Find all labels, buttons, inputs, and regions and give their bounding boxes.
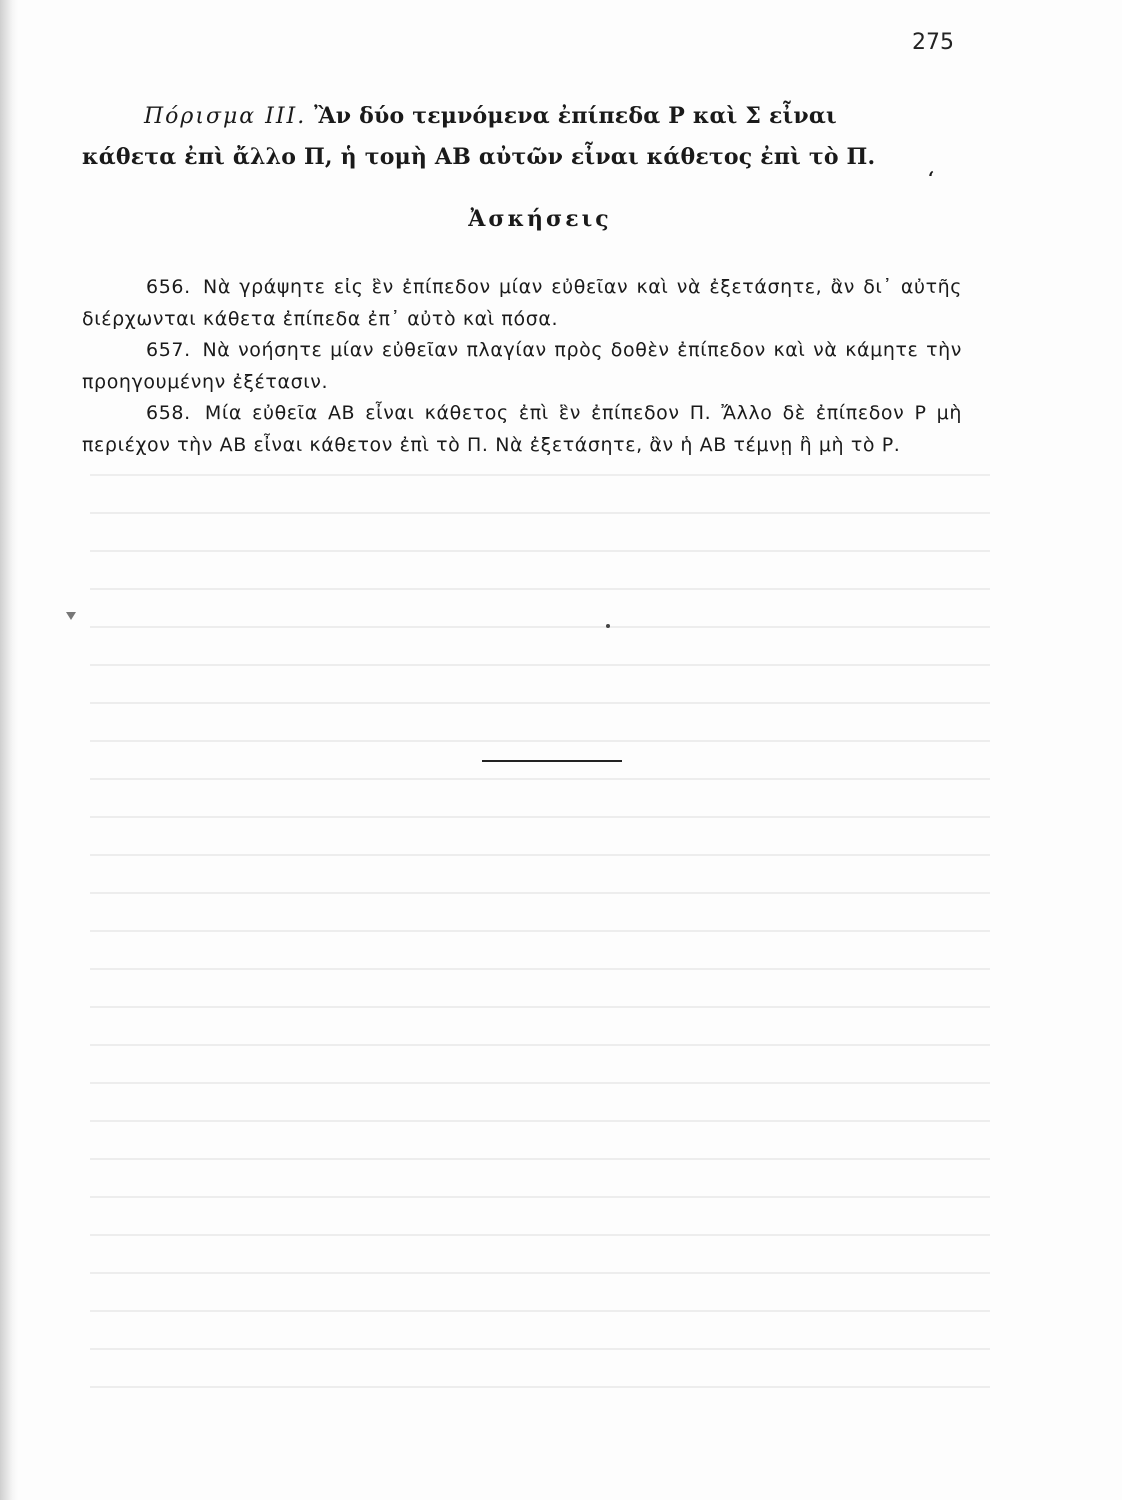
exercise-number: 656. xyxy=(146,276,191,298)
section-heading: Ἀσκήσεις xyxy=(468,206,612,232)
exercise-number: 657. xyxy=(146,339,191,361)
exercise-item xyxy=(82,398,962,461)
corollary-text-line2: κάθετα ἐπὶ ἄλλο Π, ἡ τομὴ ΑΒ αὐτῶν εἶναι κάθετος ἐπὶ τὸ Π. xyxy=(82,144,876,170)
exercise-text: Νὰ γράψητε εἰς ἓν ἐπίπεδον μίαν εὐθεῖαν καὶ νὰ ἐξετάσητε, ἂν δι᾿ αὐτῆς διέρχωνται κάθετα ἐπίπεδα ἐπ᾿ αὐτὸ καὶ πόσα. xyxy=(82,276,962,330)
exercise-list xyxy=(82,272,962,461)
exercise-text: Μία εὐθεῖα ΑΒ εἶναι κάθετος ἐπὶ ἓν ἐπίπεδον Π. Ἄλλο δὲ ἐπίπεδον Ρ μὴ περιέχον τὴν ΑΒ εἶναι κάθετον ἐπὶ τὸ Π. Νὰ ἐξετάσητε, ἂν ἡ ΑΒ τέμνῃ ἢ μὴ τὸ Ρ. xyxy=(82,402,962,456)
corollary-statement xyxy=(82,96,962,177)
page-number: 275 xyxy=(912,30,954,55)
corollary-text-line1: Ἂν δύο τεμνόμενα ἐπίπεδα Ρ καὶ Σ εἶναι xyxy=(314,103,837,129)
dot-mark xyxy=(606,624,610,628)
bleed-through-texture xyxy=(90,440,990,1360)
exercise-item xyxy=(82,272,962,335)
exercise-number: 658. xyxy=(146,402,191,424)
stray-mark: ʻ xyxy=(928,168,935,189)
corollary-label: Πόρισμα III. xyxy=(144,104,307,129)
margin-mark xyxy=(66,612,76,620)
exercise-text: Νὰ νοήσητε μίαν εὐθεῖαν πλαγίαν πρὸς δοθὲν ἐπίπεδον καὶ νὰ κάμητε τὴν προηγουμένην ἐξέτασιν. xyxy=(82,339,962,393)
section-end-rule xyxy=(482,760,622,762)
exercise-item xyxy=(82,335,962,398)
